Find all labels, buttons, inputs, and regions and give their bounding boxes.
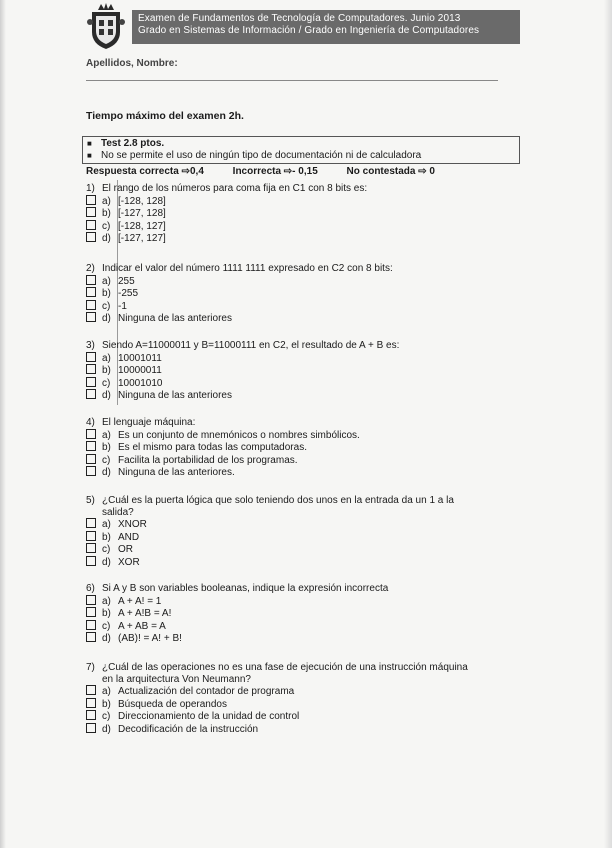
answer-checkbox[interactable]	[86, 232, 96, 242]
question-text: Indicar el valor del número 1111 1111 expresado en C2 con 8 bits:	[102, 263, 393, 274]
option-letter: c)	[102, 220, 111, 232]
question-number: 2)	[86, 263, 95, 274]
question-stem	[86, 583, 516, 595]
answer-checkbox[interactable]	[86, 441, 96, 451]
answer-checkbox[interactable]	[86, 389, 96, 399]
answer-checkbox[interactable]	[86, 556, 96, 566]
option-text: [-128, 128]	[118, 195, 166, 207]
question-stem	[86, 662, 516, 674]
exam-title: Examen de Fundamentos de Tecnología de Computadores. Junio 2013	[138, 13, 461, 24]
answer-option[interactable]	[86, 607, 516, 620]
answer-checkbox[interactable]	[86, 275, 96, 285]
option-text: -255	[118, 288, 139, 299]
answer-option[interactable]	[86, 312, 516, 325]
answer-option[interactable]	[86, 595, 516, 608]
option-letter: c)	[102, 544, 111, 555]
option-letter: b)	[102, 608, 111, 619]
answer-checkbox[interactable]	[86, 620, 96, 630]
option-letter: b)	[102, 288, 111, 299]
option-letter: d)	[102, 467, 111, 478]
answer-option[interactable]	[86, 454, 516, 467]
option-letter: c)	[102, 711, 111, 722]
option-letter: c)	[102, 300, 111, 312]
answer-option[interactable]	[86, 232, 516, 245]
name-label: Apellidos, Nombre:	[86, 58, 178, 69]
university-crest-icon	[86, 2, 126, 50]
score-correct: Respuesta correcta ⇨0,4	[86, 166, 204, 177]
option-text: XNOR	[118, 519, 147, 530]
option-letter: a)	[102, 275, 111, 287]
answer-checkbox[interactable]	[86, 518, 96, 528]
answer-checkbox[interactable]	[86, 466, 96, 476]
answer-option[interactable]	[86, 710, 516, 723]
answer-option[interactable]	[86, 632, 516, 645]
answer-checkbox[interactable]	[86, 595, 96, 605]
option-letter: d)	[102, 556, 111, 568]
option-letter: b)	[102, 365, 111, 376]
question-4	[86, 417, 516, 479]
option-text: Direccionamiento de la unidad de control	[118, 711, 300, 722]
question-text: ¿Cuál de las operaciones no es una fase de ejecución de una instrucción máquina	[102, 662, 468, 673]
answer-checkbox[interactable]	[86, 543, 96, 553]
option-text: OR	[118, 544, 133, 555]
option-text: 255	[118, 275, 135, 287]
answer-option[interactable]	[86, 531, 516, 544]
question-number: 7)	[86, 662, 95, 673]
option-letter: c)	[102, 620, 111, 632]
question-text: Si A y B son variables booleanas, indique la expresión incorrecta	[102, 583, 389, 594]
answer-checkbox[interactable]	[86, 207, 96, 217]
question-stem	[86, 263, 516, 275]
answer-checkbox[interactable]	[86, 531, 96, 541]
answer-option[interactable]	[86, 556, 516, 569]
option-letter: d)	[102, 313, 111, 324]
answer-checkbox[interactable]	[86, 312, 96, 322]
answer-option[interactable]	[86, 207, 516, 220]
answer-option[interactable]	[86, 543, 516, 556]
option-text: [-128, 127]	[118, 220, 166, 232]
question-stem	[86, 495, 516, 507]
bullet-icon: ■	[87, 139, 92, 148]
option-letter: d)	[102, 633, 111, 644]
question-number: 3)	[86, 340, 95, 351]
question-text: Siendo A=11000011 y B=11000111 en C2, el resultado de A + B es:	[102, 340, 400, 351]
question-5	[86, 495, 516, 568]
answer-option[interactable]	[86, 466, 516, 479]
option-letter: b)	[102, 698, 111, 710]
answer-checkbox[interactable]	[86, 429, 96, 439]
option-letter: c)	[102, 454, 111, 466]
answer-option[interactable]	[86, 620, 516, 633]
question-text-continued: en la arquitectura Von Neumann?	[102, 673, 251, 685]
answer-checkbox[interactable]	[86, 352, 96, 362]
question-number: 5)	[86, 495, 95, 506]
option-text: Es un conjunto de mnemónicos o nombres simbólicos.	[118, 429, 360, 441]
answer-option[interactable]	[86, 377, 516, 390]
exam-degrees: Grado en Sistemas de Información / Grado en Ingeniería de Computadores	[138, 25, 480, 36]
score-blank: No contestada ⇨ 0	[346, 166, 435, 177]
question-stem	[86, 417, 516, 429]
answer-option[interactable]	[86, 352, 516, 365]
answer-checkbox[interactable]	[86, 287, 96, 297]
option-text: Es el mismo para todas las computadoras.	[118, 442, 307, 453]
answer-option[interactable]	[86, 300, 516, 313]
option-letter: a)	[102, 352, 111, 364]
option-text: Facilita la portabilidad de los programas.	[118, 454, 298, 466]
answer-checkbox[interactable]	[86, 632, 96, 642]
option-letter: a)	[102, 686, 111, 697]
option-text: A + A!B = A!	[118, 608, 172, 619]
answer-checkbox[interactable]	[86, 685, 96, 695]
option-text: Ninguna de las anteriores	[118, 390, 232, 401]
answer-option[interactable]	[86, 723, 516, 736]
option-letter: d)	[102, 723, 111, 735]
time-limit: Tiempo máximo del examen 2h.	[86, 110, 244, 122]
bullet-icon: ■	[87, 151, 92, 160]
option-text: A + AB = A	[118, 620, 166, 632]
option-text: Decodificación de la instrucción	[118, 723, 259, 735]
option-letter: b)	[102, 442, 111, 453]
option-text: 10000011	[118, 365, 162, 376]
answer-checkbox[interactable]	[86, 710, 96, 720]
answer-checkbox[interactable]	[86, 364, 96, 374]
scan-edge-left	[0, 0, 6, 848]
answer-checkbox[interactable]	[86, 607, 96, 617]
option-letter: a)	[102, 429, 111, 441]
option-text: 10001011	[118, 352, 162, 364]
name-field-line[interactable]	[86, 80, 498, 81]
question-text: El rango de los números para coma fija en C1 con 8 bits es:	[102, 183, 368, 194]
option-text: [-127, 128]	[118, 208, 166, 219]
question-number: 1)	[86, 183, 95, 194]
question-3	[86, 340, 516, 402]
answer-checkbox[interactable]	[86, 698, 96, 708]
answer-checkbox[interactable]	[86, 195, 96, 205]
answer-option[interactable]	[86, 698, 516, 711]
scoring-rules	[86, 166, 461, 177]
test-info-box	[82, 136, 520, 164]
answer-option[interactable]	[86, 220, 516, 233]
option-text: Ninguna de las anteriores.	[118, 467, 235, 478]
question-number: 6)	[86, 583, 95, 594]
answer-checkbox[interactable]	[86, 377, 96, 387]
option-text: [-127, 127]	[118, 233, 166, 244]
option-text: Ninguna de las anteriores	[118, 313, 232, 324]
option-text: Actualización del contador de programa	[118, 686, 295, 697]
answer-option[interactable]	[86, 441, 516, 454]
answer-option[interactable]	[86, 195, 516, 208]
option-text: XOR	[118, 556, 140, 568]
option-letter: c)	[102, 377, 111, 389]
answer-checkbox[interactable]	[86, 723, 96, 733]
question-stem	[86, 183, 516, 195]
option-letter: d)	[102, 233, 111, 244]
score-incorrect: Incorrecta ⇨- 0,15	[232, 166, 318, 177]
answer-checkbox[interactable]	[86, 300, 96, 310]
option-letter: a)	[102, 195, 111, 207]
option-text: A + A! = 1	[118, 595, 162, 607]
answer-option[interactable]	[86, 364, 516, 377]
test-rules: No se permite el uso de ningún tipo de documentación ni de calculadora	[101, 150, 422, 161]
scan-edge-right	[604, 0, 612, 848]
option-letter: d)	[102, 390, 111, 401]
question-text: ¿Cuál es la puerta lógica que solo teniendo dos unos en la entrada da un 1 a la	[102, 495, 454, 506]
question-stem	[86, 340, 516, 352]
option-text: AND	[118, 531, 140, 543]
answer-option[interactable]	[86, 287, 516, 300]
question-text-continued: salida?	[102, 506, 134, 518]
question-6	[86, 583, 516, 645]
answer-checkbox[interactable]	[86, 220, 96, 230]
answer-option[interactable]	[86, 685, 516, 698]
question-text: El lenguaje máquina:	[102, 417, 196, 428]
test-points: Test 2.8 ptos.	[101, 138, 165, 149]
answer-checkbox[interactable]	[86, 454, 96, 464]
answer-option[interactable]	[86, 429, 516, 442]
option-letter: b)	[102, 208, 111, 219]
option-text: 10001010	[118, 377, 163, 389]
answer-option[interactable]	[86, 518, 516, 531]
exam-header-banner	[132, 10, 520, 44]
answer-option[interactable]	[86, 275, 516, 288]
question-7	[86, 662, 516, 735]
option-letter: a)	[102, 595, 111, 607]
answer-option[interactable]	[86, 389, 516, 402]
option-letter: b)	[102, 531, 111, 543]
question-2	[86, 263, 516, 325]
option-text: Búsqueda de operandos	[118, 698, 227, 710]
option-letter: a)	[102, 519, 111, 530]
question-number: 4)	[86, 417, 95, 428]
option-text: (AB)! = A! + B!	[118, 633, 182, 644]
question-1	[86, 183, 516, 245]
option-text: -1	[118, 300, 127, 312]
